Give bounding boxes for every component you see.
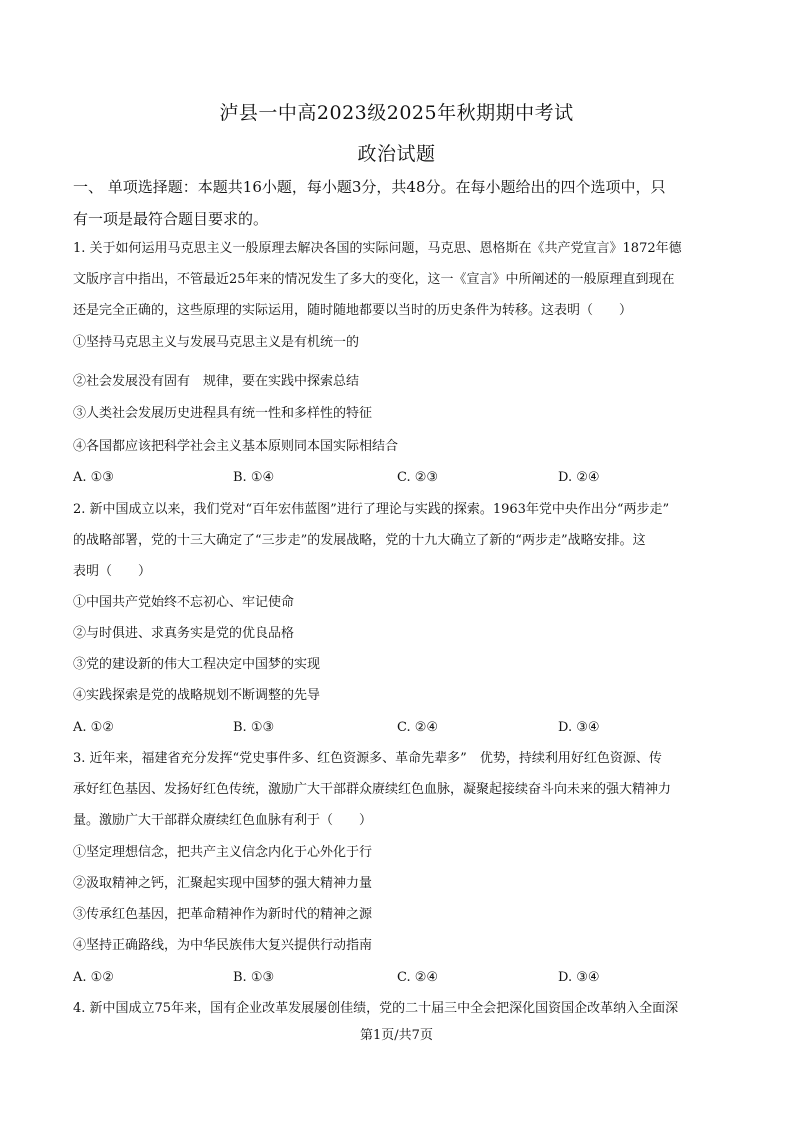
q1-option-c[interactable]: C. ②③: [397, 470, 439, 485]
exam-subtitle: 政治试题: [357, 143, 436, 165]
q2-stem-line-1: 2. 新中国成立以来，我们党对“百年宏伟蓝图”进行了理论与实践的探索。1963年党中央作出分“两步走”: [73, 502, 670, 517]
q2-option-b[interactable]: B. ①③: [233, 720, 275, 735]
q1-stem-line-1: 1. 关于如何运用马克思主义一般原理去解决各国的实际问题，马克思、恩格斯在《共产党宣言》1872年德: [73, 241, 682, 256]
q1-statement-3: ③人类社会发展历史进程具有统一性和多样性的特征: [73, 406, 373, 421]
q3-option-c[interactable]: C. ②④: [397, 970, 439, 985]
q2-options: [73, 720, 733, 736]
q1-statement-1: ①坚持马克思主义与发展马克思主义是有机统一的: [73, 335, 360, 350]
q3-option-b[interactable]: B. ①③: [233, 970, 275, 985]
q3-statement-2: ②汲取精神之钙，汇聚起实现中国梦的强大精神力量: [73, 876, 373, 891]
q2-stem-line-2: 的战略部署，党的十三大确定了“三步走”的发展战略，党的十九大确立了新的“两步走”战略安排。这: [73, 533, 646, 548]
q2-statement-2: ②与时俱进、求真务实是党的优良品格: [73, 626, 295, 641]
q3-option-a[interactable]: A. ①②: [73, 970, 114, 985]
q1-statement-4: ④各国都应该把科学社会主义基本原则同本国实际相结合: [73, 439, 399, 454]
q4-stem-line-1: 4. 新中国成立75年来，国有企业改革发展屡创佳绩，党的二十届三中全会把深化国资国企改革纳入全面深: [73, 1001, 679, 1016]
q3-statement-4: ④坚持正确路线，为中华民族伟大复兴提供行动指南: [73, 938, 373, 953]
page-number: 第1页/共7页: [360, 1028, 433, 1043]
q2-statement-3: ③党的建设新的伟大工程决定中国梦的实现: [73, 657, 321, 672]
q2-option-a[interactable]: A. ①②: [73, 720, 114, 735]
q3-statement-3: ③传承红色基因，把革命精神作为新时代的精神之源: [73, 907, 373, 922]
q2-statement-4: ④实践探索是党的战略规划不断调整的先导: [73, 688, 321, 703]
q2-option-d[interactable]: D. ③④: [558, 720, 600, 735]
section-instruction-line-1: 一、 单项选择题：本题共16小题，每小题3分，共48分。在每小题给出的四个选项中，只: [73, 178, 666, 196]
q3-options: [73, 970, 733, 986]
exam-title: 泸县一中高2023级2025年秋期期中考试: [219, 102, 574, 124]
q1-option-d[interactable]: D. ②④: [558, 470, 600, 485]
q1-options: [73, 470, 733, 486]
q2-stem-line-3: 表明（ ）: [73, 564, 152, 579]
q1-statement-2: ②社会发展没有固有 规律，要在实践中探索总结: [73, 374, 360, 389]
q1-stem-line-3: 还是完全正确的，这些原理的实际运用，随时随地都要以当时的历史条件为转移。这表明（ ）: [73, 303, 633, 318]
q3-statement-1: ①坚定理想信念，把共产主义信念内化于心外化于行: [73, 845, 373, 860]
q1-stem-line-2: 文版序言中指出，不管最近25年来的情况发生了多大的变化，这一《宣言》中所阐述的一般原理直到现在: [73, 272, 675, 287]
q1-option-a[interactable]: A. ①③: [73, 470, 114, 485]
q3-option-d[interactable]: D. ③④: [558, 970, 600, 985]
q1-option-b[interactable]: B. ①④: [233, 470, 275, 485]
q3-stem-line-1: 3. 近年来，福建省充分发挥“党史事件多、红色资源多、革命先辈多” 优势，持续利用好红色资源、传: [73, 751, 662, 766]
q3-stem-line-3: 量。激励广大干部群众赓续红色血脉有利于（ ）: [73, 813, 373, 828]
section-instruction-line-2: 有一项是最符合题目要求的。: [73, 210, 269, 228]
q3-stem-line-2: 承好红色基因、发扬好红色传统，激励广大干部群众赓续红色血脉，凝聚起接续奋斗向未来的强大精神力: [73, 782, 672, 797]
q2-statement-1: ①中国共产党始终不忘初心、牢记使命: [73, 595, 295, 610]
q2-option-c[interactable]: C. ②④: [397, 720, 439, 735]
